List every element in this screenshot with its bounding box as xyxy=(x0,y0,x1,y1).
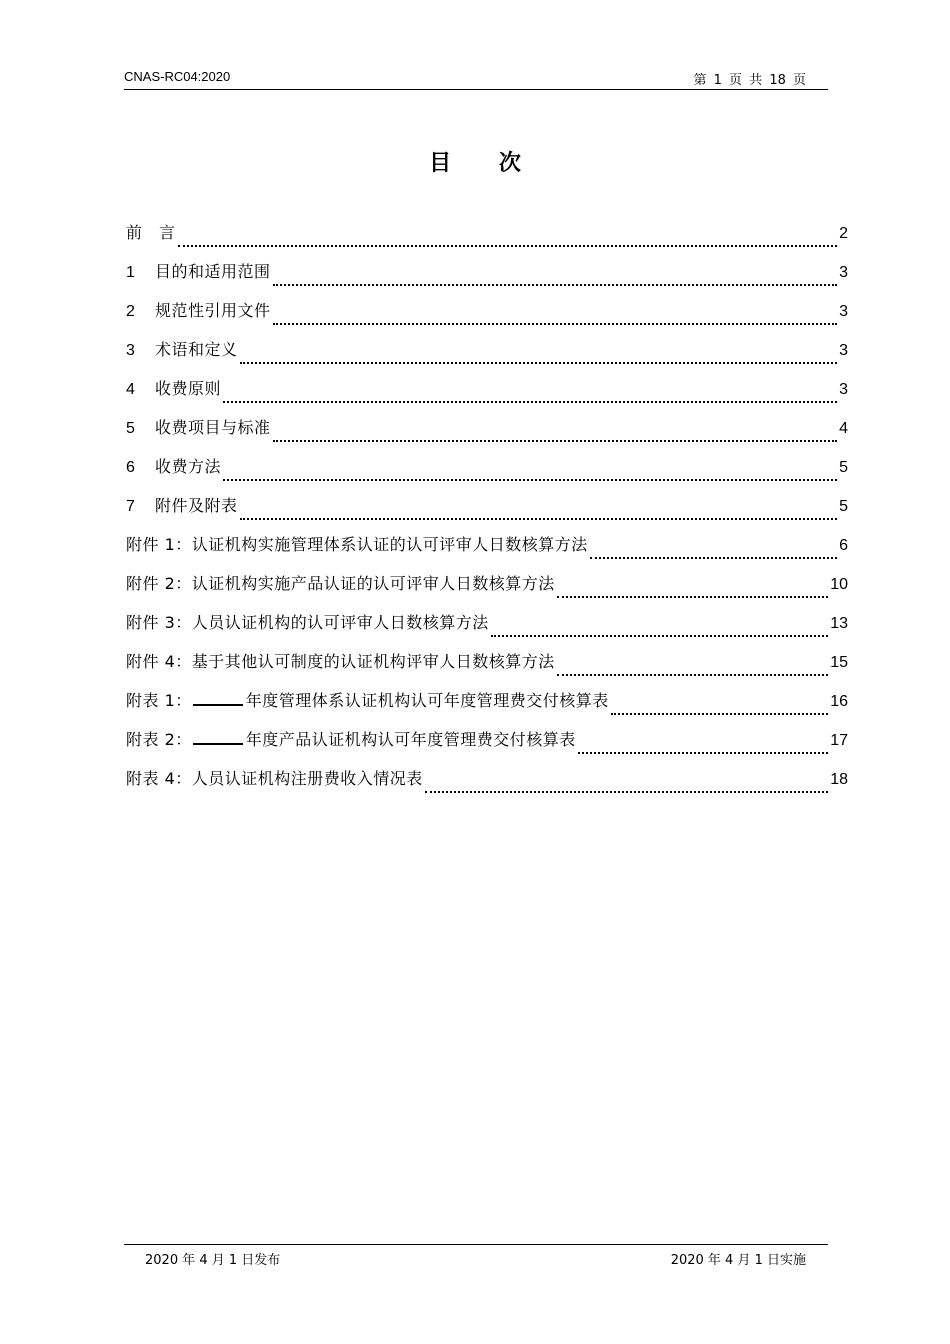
dot-leader xyxy=(178,244,838,247)
year-blank-underline xyxy=(193,690,243,706)
toc-page-number: 15 xyxy=(830,654,848,671)
toc-entry-number: 3 xyxy=(126,342,135,359)
toc-entry-text: 规范性引用文件 xyxy=(155,301,271,320)
toc-entry-text: 目的和适用范围 xyxy=(155,262,271,281)
toc-entry-text: 收费原则 xyxy=(155,379,222,398)
toc-page-number: 6 xyxy=(839,537,848,554)
toc-entry-annex-4[interactable] xyxy=(126,649,848,688)
toc-title: 目 次 xyxy=(429,151,541,176)
toc-entry-text: 附件 3：人员认证机构的认可评审人日数核算方法 xyxy=(126,613,489,632)
toc-entry-text: 年度管理体系认证机构认可年度管理费交付核算表 xyxy=(245,691,609,710)
dot-leader xyxy=(590,556,837,559)
toc-entry-text: 收费项目与标准 xyxy=(155,418,271,437)
toc-entry-text: 收费方法 xyxy=(155,457,222,476)
toc-page-number: 5 xyxy=(839,498,848,515)
dot-leader xyxy=(578,751,828,754)
toc-entry-3[interactable] xyxy=(126,337,848,376)
dot-leader xyxy=(491,634,828,637)
toc-page-number: 2 xyxy=(839,225,848,242)
toc-entry-annex-3[interactable] xyxy=(126,610,848,649)
toc-page-number: 3 xyxy=(839,303,848,320)
dot-leader xyxy=(557,595,828,598)
toc-page-number: 3 xyxy=(839,342,848,359)
toc-entry-text: 附表 4：人员认证机构注册费收入情况表 xyxy=(126,769,423,788)
toc-entry-schedule-2[interactable] xyxy=(126,727,848,766)
toc-page-number: 16 xyxy=(830,693,848,710)
toc-entry-2[interactable] xyxy=(126,298,848,337)
dot-leader xyxy=(425,790,828,793)
toc-entry-7[interactable] xyxy=(126,493,848,532)
toc-entry-text: 附件 1：认证机构实施管理体系认证的认可评审人日数核算方法 xyxy=(126,535,588,554)
toc-entry-foreword[interactable] xyxy=(126,220,848,259)
toc-page-number: 4 xyxy=(839,420,848,437)
toc-entry-number: 4 xyxy=(126,381,135,398)
dot-leader xyxy=(273,283,838,286)
toc-entry-text: 附件 4：基于其他认可制度的认证机构评审人日数核算方法 xyxy=(126,652,555,671)
dot-leader xyxy=(557,673,828,676)
toc-entry-5[interactable] xyxy=(126,415,848,454)
toc-entry-number: 6 xyxy=(126,459,135,476)
toc-entry-schedule-1[interactable] xyxy=(126,688,848,727)
year-blank-underline xyxy=(193,729,243,745)
dot-leader xyxy=(273,322,838,325)
toc-entry-number: 2 xyxy=(126,303,135,320)
toc-page-number: 3 xyxy=(839,381,848,398)
toc-entry-annex-2[interactable] xyxy=(126,571,848,610)
implementation-date: 2020 年 4 月 1 日实施 xyxy=(670,1253,806,1268)
page-header xyxy=(124,68,828,90)
page-footer xyxy=(124,1244,828,1268)
toc-entry-schedule-4[interactable] xyxy=(126,766,848,805)
toc-entry-text: 术语和定义 xyxy=(155,340,238,359)
toc-page-number: 3 xyxy=(839,264,848,281)
dot-leader xyxy=(223,478,837,481)
toc-page-number: 17 xyxy=(830,732,848,749)
toc-entry-6[interactable] xyxy=(126,454,848,493)
toc-page-number: 5 xyxy=(839,459,848,476)
toc-page-number: 18 xyxy=(830,771,848,788)
toc-entry-prefix: 附表 1： xyxy=(126,691,192,710)
dot-leader xyxy=(240,361,838,364)
dot-leader xyxy=(223,400,837,403)
toc-entry-text: 附件 2：认证机构实施产品认证的认可评审人日数核算方法 xyxy=(126,574,555,593)
toc-entry-text: 附件及附表 xyxy=(155,496,238,515)
toc-entry-number: 7 xyxy=(126,498,135,515)
toc-entry-4[interactable] xyxy=(126,376,848,415)
toc-entry-prefix: 附表 2： xyxy=(126,730,192,749)
dot-leader xyxy=(273,439,838,442)
dot-leader xyxy=(240,517,838,520)
page-info: 第 1 页 共 18 页 xyxy=(693,73,806,88)
dot-leader xyxy=(611,712,828,715)
issue-date: 2020 年 4 月 1 日发布 xyxy=(145,1253,281,1268)
toc-page-number: 13 xyxy=(830,615,848,632)
document-code: CNAS-RC04:2020 xyxy=(124,69,231,84)
toc-entry-annex-1[interactable] xyxy=(126,532,848,571)
toc-entry-text: 年度产品认证机构认可年度管理费交付核算表 xyxy=(245,730,576,749)
toc-entry-number: 1 xyxy=(126,264,135,281)
toc-page-number: 10 xyxy=(830,576,848,593)
table-of-contents xyxy=(126,220,848,805)
toc-entry-number: 5 xyxy=(126,420,135,437)
toc-entry-text: 前 言 xyxy=(126,223,176,242)
toc-entry-1[interactable] xyxy=(126,259,848,298)
